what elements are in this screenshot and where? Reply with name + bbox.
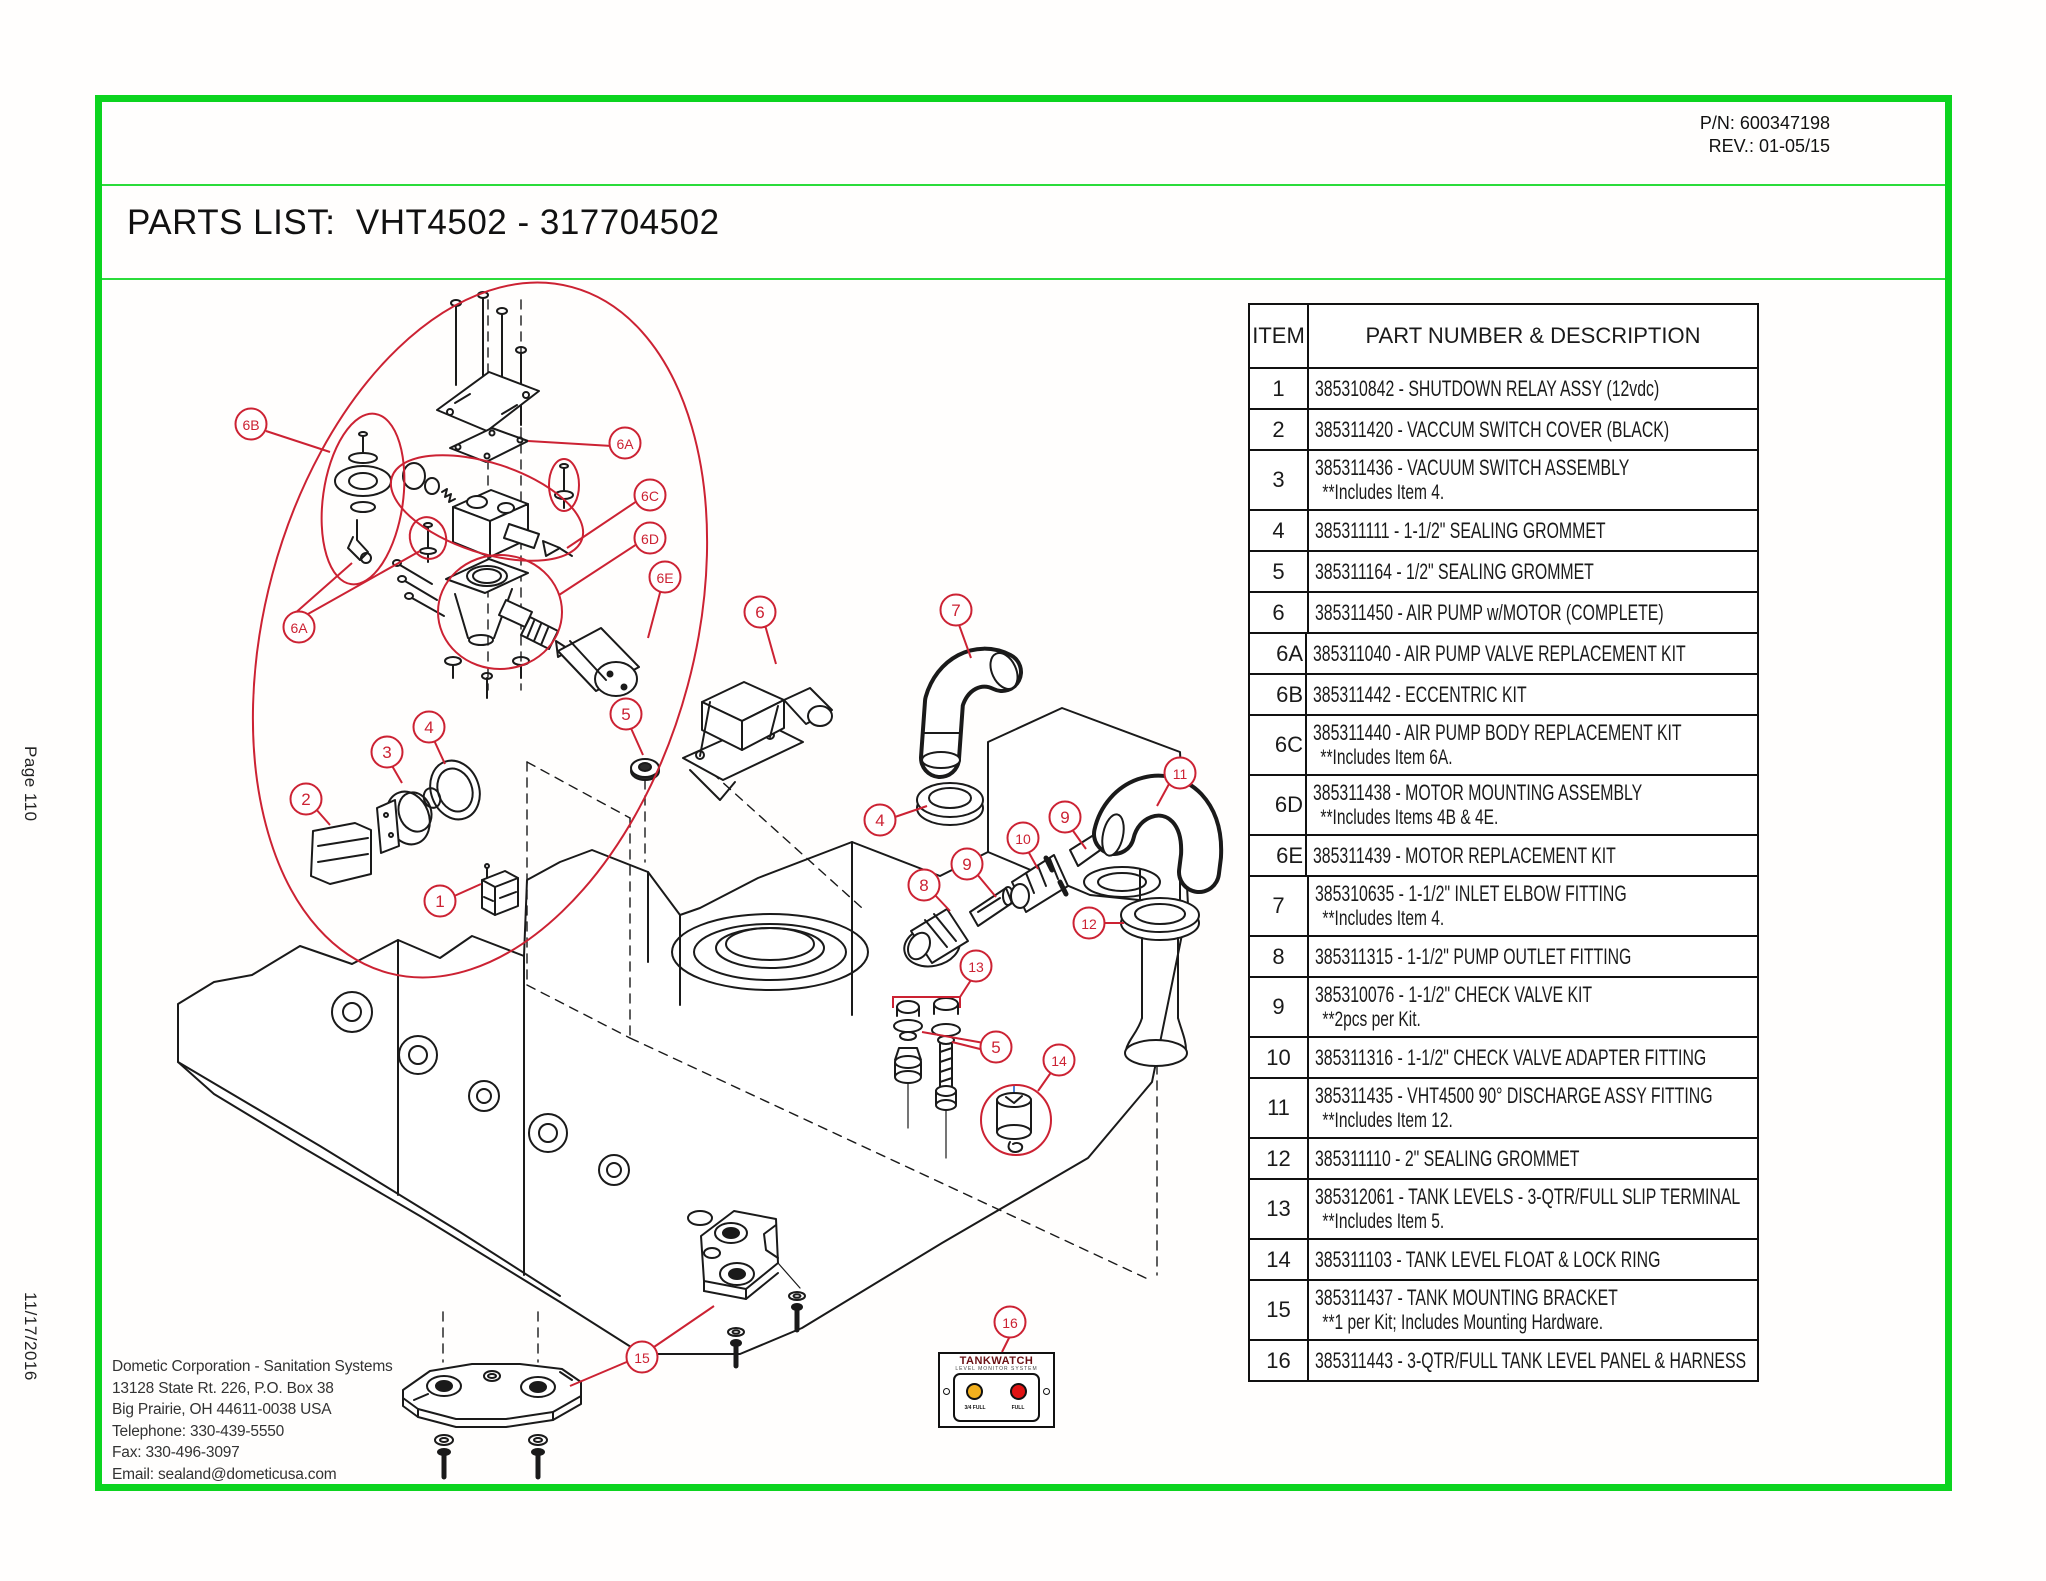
svg-text:15: 15 — [634, 1350, 650, 1366]
desc-text: 385311315 - 1-1/2" PUMP OUTLET FITTING — [1315, 943, 1632, 969]
table-row — [1250, 451, 1757, 511]
item-cell: 6C — [1250, 716, 1307, 774]
table-row — [1250, 937, 1757, 978]
desc-text: 385311110 - 2" SEALING GROMMET — [1315, 1145, 1580, 1171]
desc-cell — [1309, 937, 1757, 976]
desc-text: 385311040 - AIR PUMP VALVE REPLACEMENT KIT — [1313, 640, 1686, 666]
item-column-header: ITEM — [1250, 305, 1309, 367]
desc-text: 385310842 - SHUTDOWN RELAY ASSY (12vdc) — [1315, 375, 1660, 401]
desc-cell — [1309, 978, 1757, 1036]
callout-4 — [865, 805, 896, 836]
desc-note: **Includes Item 12. — [1322, 1109, 1453, 1132]
table-row — [1250, 1180, 1757, 1240]
callout-6C — [635, 480, 666, 511]
svg-text:13: 13 — [968, 959, 984, 975]
three-qtr-light-icon — [966, 1383, 983, 1400]
desc-cell — [1309, 552, 1757, 591]
desc-cell — [1307, 776, 1757, 834]
desc-cell — [1309, 1240, 1757, 1279]
table-row — [1250, 1281, 1757, 1341]
desc-text: 385311111 - 1-1/2" SEALING GROMMET — [1315, 517, 1606, 543]
desc-text: 385311435 - VHT4500 90° DISCHARGE ASSY FITTING — [1315, 1083, 1713, 1108]
item-cell: 16 — [1250, 1341, 1309, 1380]
item-cell: 9 — [1250, 978, 1309, 1036]
svg-text:14: 14 — [1051, 1053, 1067, 1069]
item-cell: 6B — [1250, 675, 1307, 714]
svg-text:5: 5 — [991, 1038, 1001, 1057]
svg-text:6D: 6D — [641, 531, 659, 547]
desc-text: 385312061 - TANK LEVELS - 3-QTR/FULL SLIP TERMINAL — [1315, 1184, 1741, 1209]
callout-10 — [1008, 823, 1039, 854]
callout-16 — [995, 1307, 1026, 1338]
desc-cell — [1309, 451, 1757, 509]
desc-cell — [1309, 1281, 1757, 1339]
desc-text: 385311437 - TANK MOUNTING BRACKET — [1315, 1285, 1618, 1310]
item-cell: 11 — [1250, 1079, 1309, 1137]
panel-brand-logo: TANKWATCH — [959, 1355, 1034, 1367]
svg-text:4: 4 — [424, 718, 434, 737]
callout-4 — [414, 712, 445, 743]
desc-cell — [1309, 1341, 1757, 1380]
item-cell: 14 — [1250, 1240, 1309, 1279]
callout-7 — [941, 595, 972, 626]
callout-6A — [610, 428, 641, 459]
parts-table-body — [1250, 369, 1757, 1380]
three-qtr-label: 3/4 FULL — [964, 1405, 986, 1411]
callout-11 — [1165, 758, 1196, 789]
callout-6B — [236, 409, 267, 440]
desc-cell — [1309, 593, 1757, 632]
contact-line: Fax: 330-496-3097 — [112, 1444, 240, 1461]
callout-6E — [650, 562, 681, 593]
contact-block — [112, 1356, 393, 1485]
item-cell: 6D — [1250, 776, 1307, 834]
desc-cell — [1307, 634, 1757, 673]
item-cell: 7 — [1250, 877, 1309, 935]
table-row — [1250, 369, 1757, 410]
tank-level-panel — [938, 1352, 1055, 1428]
callout-14 — [1044, 1045, 1075, 1076]
table-row — [1250, 978, 1757, 1038]
desc-note: **1 per Kit; Includes Mounting Hardware. — [1322, 1311, 1604, 1334]
full-label: FULL — [1011, 1405, 1025, 1411]
page-title: PARTS LIST: VHT4502 - 317704502 — [127, 203, 720, 242]
table-row — [1250, 675, 1757, 716]
callout-1 — [425, 886, 456, 917]
callout-8 — [909, 870, 940, 901]
item-cell: 4 — [1250, 511, 1309, 550]
mount-hole-icon — [943, 1388, 950, 1395]
desc-note: **Includes Item 4. — [1322, 907, 1445, 930]
parts-table — [1248, 303, 1759, 1382]
callout-2 — [291, 784, 322, 815]
desc-cell — [1309, 877, 1757, 935]
svg-text:8: 8 — [919, 876, 929, 895]
table-row — [1250, 410, 1757, 451]
item-cell: 2 — [1250, 410, 1309, 449]
callout-6 — [745, 597, 776, 628]
desc-text: 385311443 - 3-QTR/FULL TANK LEVEL PANEL & HARNESS — [1315, 1347, 1747, 1373]
svg-text:11: 11 — [1172, 766, 1188, 782]
contact-line: Dometic Corporation - Sanitation Systems — [112, 1358, 393, 1375]
callout-12 — [1074, 908, 1105, 939]
table-row — [1250, 634, 1757, 675]
svg-text:5: 5 — [621, 705, 631, 724]
contact-line: Email: sealand@dometicusa.com — [112, 1465, 337, 1483]
desc-cell — [1309, 1079, 1757, 1137]
mounting-plate — [437, 372, 539, 431]
table-row — [1250, 1341, 1757, 1380]
svg-text:6A: 6A — [290, 620, 308, 636]
desc-note: **Includes Item 4. — [1322, 481, 1445, 504]
desc-cell — [1309, 410, 1757, 449]
desc-text: 385311164 - 1/2" SEALING GROMMET — [1315, 558, 1594, 584]
desc-text: 385311442 - ECCENTRIC KIT — [1313, 681, 1527, 707]
table-row — [1250, 776, 1757, 836]
desc-text: 385311439 - MOTOR REPLACEMENT KIT — [1313, 842, 1616, 868]
item-cell: 6 — [1250, 593, 1309, 632]
table-row — [1250, 593, 1757, 634]
svg-text:6B: 6B — [242, 417, 260, 433]
table-row — [1250, 877, 1757, 937]
table-row — [1250, 1139, 1757, 1180]
callout-9 — [952, 849, 983, 880]
callout-15 — [627, 1342, 658, 1373]
desc-cell — [1309, 1180, 1757, 1238]
date-sidebar: 11/17/2016 — [21, 1292, 40, 1381]
desc-cell — [1309, 369, 1757, 408]
desc-cell — [1307, 716, 1757, 774]
table-row — [1250, 1038, 1757, 1079]
page-number-sidebar: Page 110 — [21, 746, 40, 822]
svg-text:6: 6 — [755, 603, 765, 622]
svg-text:6E: 6E — [656, 570, 674, 586]
item-cell: 6E — [1250, 836, 1307, 875]
item-cell: 10 — [1250, 1038, 1309, 1077]
svg-text:9: 9 — [962, 855, 972, 874]
callout-5 — [981, 1032, 1012, 1063]
air-pump-exploded — [335, 292, 639, 698]
desc-cell — [1309, 1038, 1757, 1077]
item-cell: 12 — [1250, 1139, 1309, 1178]
air-pump-assembled — [683, 682, 832, 800]
callout-6A — [284, 612, 315, 643]
mount-hole-icon — [1043, 1388, 1050, 1395]
item-cell: 1 — [1250, 369, 1309, 408]
svg-text:10: 10 — [1015, 831, 1031, 847]
table-row — [1250, 716, 1757, 776]
svg-text:3: 3 — [382, 743, 392, 762]
item-cell: 3 — [1250, 451, 1309, 509]
item-cell: 13 — [1250, 1180, 1309, 1238]
desc-cell — [1309, 511, 1757, 550]
desc-text: 385311436 - VACUUM SWITCH ASSEMBLY — [1315, 455, 1630, 480]
tank-body — [178, 708, 1188, 1354]
svg-text:9: 9 — [1060, 808, 1070, 827]
desc-note: **Includes Item 6A. — [1320, 746, 1453, 769]
desc-text: 385311420 - VACCUM SWITCH COVER (BLACK) — [1315, 416, 1670, 442]
callout-9 — [1050, 802, 1081, 833]
svg-text:6C: 6C — [641, 488, 659, 504]
table-row — [1250, 1079, 1757, 1139]
desc-cell — [1309, 1139, 1757, 1178]
desc-text: 385310076 - 1-1/2" CHECK VALVE KIT — [1315, 982, 1593, 1007]
table-header — [1250, 305, 1757, 369]
item-cell: 6A — [1250, 634, 1307, 673]
group-ellipse-main — [180, 231, 779, 1028]
desc-text: 385311103 - TANK LEVEL FLOAT & LOCK RING — [1315, 1246, 1661, 1272]
panel-face — [953, 1373, 1040, 1422]
item-cell: 15 — [1250, 1281, 1309, 1339]
full-light-icon — [1010, 1383, 1027, 1400]
table-row — [1250, 511, 1757, 552]
contact-line: Big Prairie, OH 44611-0038 USA — [112, 1401, 332, 1418]
desc-text: 385311450 - AIR PUMP w/MOTOR (COMPLETE) — [1315, 599, 1664, 625]
svg-text:1: 1 — [435, 892, 445, 911]
item-cell: 5 — [1250, 552, 1309, 591]
rev-text: REV.: 01-05/15 — [1708, 136, 1830, 156]
svg-text:6A: 6A — [616, 436, 634, 452]
panel-subtitle: LEVEL MONITOR SYSTEM — [955, 1366, 1038, 1372]
callout-6D — [635, 523, 666, 554]
desc-cell — [1307, 675, 1757, 714]
desc-cell — [1307, 836, 1757, 875]
svg-text:2: 2 — [301, 790, 311, 809]
desc-note: **Includes Items 4B & 4E. — [1320, 806, 1499, 829]
svg-text:4: 4 — [875, 811, 885, 830]
desc-note: **2pcs per Kit. — [1322, 1008, 1421, 1031]
callout-13 — [961, 951, 992, 982]
desc-text: 385311440 - AIR PUMP BODY REPLACEMENT KIT — [1313, 720, 1682, 745]
desc-text: 385311316 - 1-1/2" CHECK VALVE ADAPTER FITTING — [1315, 1044, 1707, 1070]
svg-text:7: 7 — [951, 601, 961, 620]
desc-text: 385311438 - MOTOR MOUNTING ASSEMBLY — [1313, 780, 1643, 805]
desc-text: 385310635 - 1-1/2" INLET ELBOW FITTING — [1315, 881, 1627, 906]
svg-text:16: 16 — [1002, 1315, 1018, 1331]
callout-5 — [611, 699, 642, 730]
contact-line: Telephone: 330-439-5550 — [112, 1422, 285, 1440]
vacuum-switch-group — [311, 754, 518, 915]
table-row — [1250, 836, 1757, 877]
callout-3 — [372, 737, 403, 768]
pn-text: P/N: 600347198 — [1699, 113, 1830, 133]
desc-note: **Includes Item 5. — [1322, 1210, 1445, 1233]
sealing-grommet-4 — [917, 783, 983, 825]
contact-line: 13128 State Rt. 226, P.O. Box 38 — [112, 1379, 334, 1397]
svg-text:12: 12 — [1081, 916, 1097, 932]
table-row — [1250, 552, 1757, 593]
table-row — [1250, 1240, 1757, 1281]
item-cell: 8 — [1250, 937, 1309, 976]
desc-column-header: PART NUMBER & DESCRIPTION — [1365, 323, 1701, 348]
